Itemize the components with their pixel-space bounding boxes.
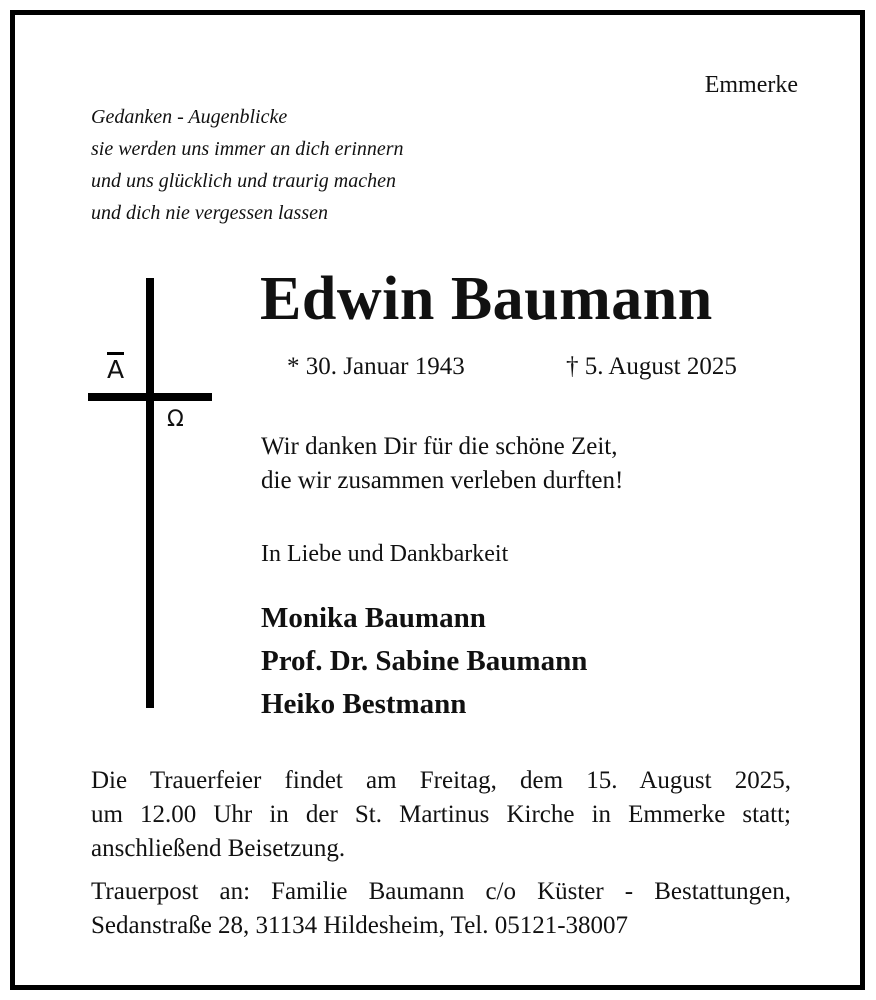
- thanks-line: Wir danken Dir für die schöne Zeit,: [261, 433, 618, 460]
- deceased-name: Edwin Baumann: [260, 265, 713, 333]
- service-line: um 12.00 Uhr in der St. Martinus Kirche in Emmerke statt;: [91, 801, 791, 828]
- mourners-list: [261, 597, 587, 726]
- address-line: Sedanstraße 28, 31134 Hildesheim, Tel. 05121-38007: [91, 912, 629, 939]
- thanks-line: die wir zusammen verleben durften!: [261, 467, 624, 494]
- place-name: Emmerke: [704, 72, 798, 98]
- thanks-message: [261, 430, 623, 498]
- obituary-notice: [10, 10, 865, 990]
- omega-symbol: Ω: [167, 407, 184, 432]
- death-date: † 5. August 2025: [566, 353, 737, 380]
- funeral-service-info: [91, 764, 791, 866]
- poem-line: sie werden uns immer an dich erinnern: [91, 138, 404, 160]
- mourner-name: Monika Baumann: [261, 602, 486, 634]
- alpha-symbol: A: [107, 352, 124, 383]
- poem-line: und dich nie vergessen lassen: [91, 202, 328, 224]
- service-line: Die Trauerfeier findet am Freitag, dem 15. August 2025,: [91, 767, 791, 794]
- mourner-name: Heiko Bestmann: [261, 688, 467, 720]
- poem-line: Gedanken - Augenblicke: [91, 106, 288, 128]
- poem-line: und uns glücklich und traurig machen: [91, 170, 396, 192]
- condolence-address: [91, 875, 791, 943]
- cross-horizontal-bar: [88, 393, 212, 401]
- mourner-name: Prof. Dr. Sabine Baumann: [261, 645, 588, 677]
- birth-date: * 30. Januar 1943: [287, 353, 465, 380]
- service-line: anschließend Beisetzung.: [91, 835, 346, 862]
- love-line: In Liebe und Dankbarkeit: [261, 541, 509, 567]
- address-line: Trauerpost an: Familie Baumann c/o Küster - Bestattungen,: [91, 878, 791, 905]
- memorial-poem: [91, 101, 404, 229]
- cross-vertical-bar: [146, 278, 154, 708]
